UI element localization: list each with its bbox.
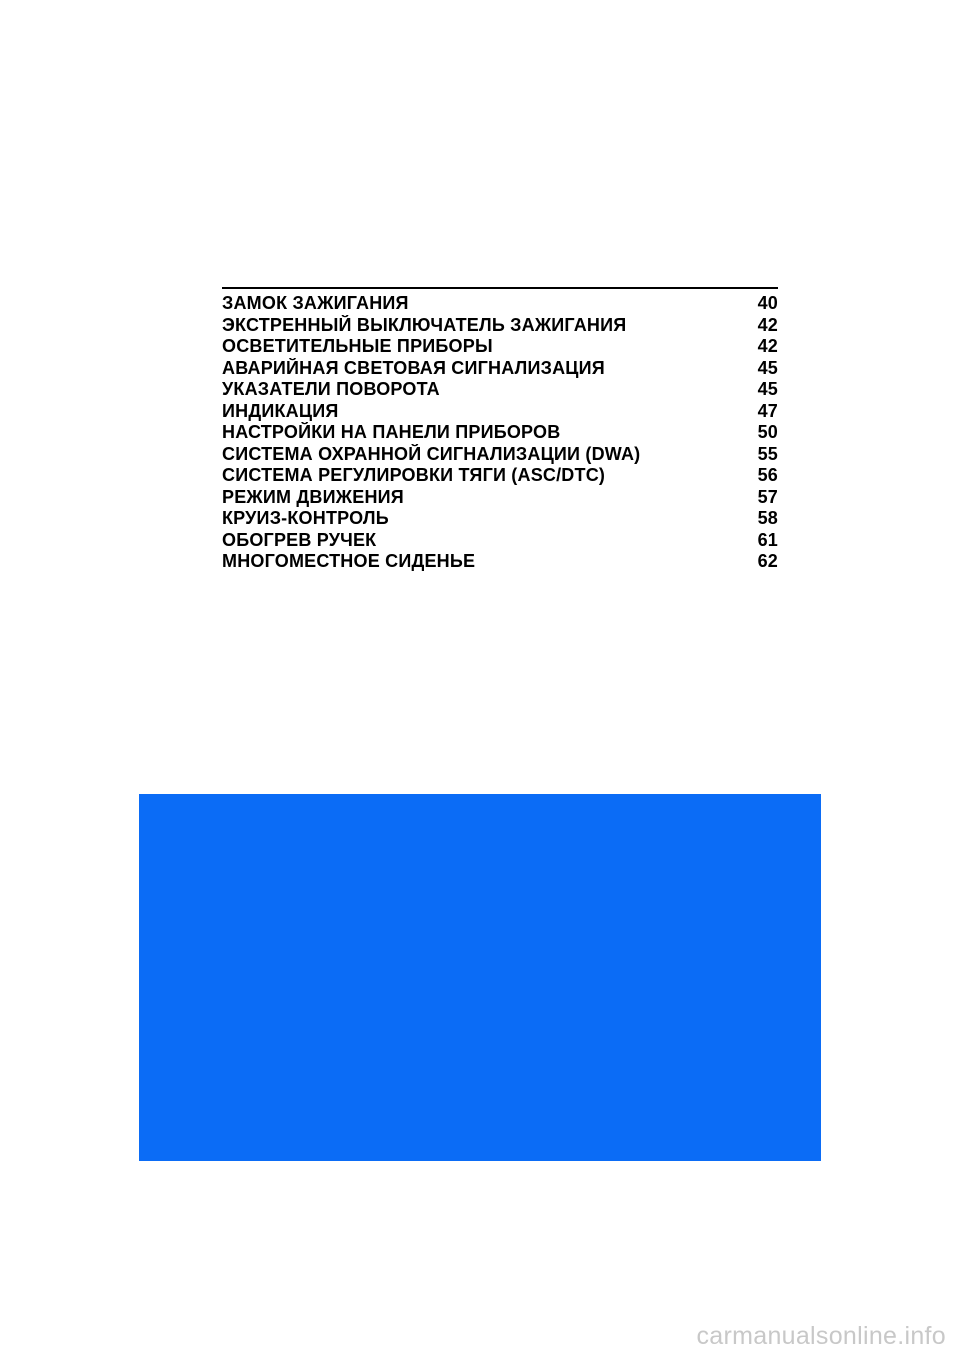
toc-entry-title: НАСТРОЙКИ НА ПАНЕЛИ ПРИБОРОВ xyxy=(222,422,561,442)
toc-entry[interactable] xyxy=(222,401,778,423)
toc-entry-page: 56 xyxy=(757,465,778,485)
toc-entry[interactable] xyxy=(222,551,778,573)
toc-entry-page: 55 xyxy=(757,443,778,464)
toc-entry-title: РЕЖИМ ДВИЖЕНИЯ xyxy=(222,486,404,507)
toc-entry-title: ЗАМОК ЗАЖИГАНИЯ xyxy=(222,293,409,313)
toc-entry[interactable] xyxy=(222,336,778,358)
toc-entry-title: СИСТЕМА РЕГУЛИРОВКИ ТЯГИ (ASC/DTC) xyxy=(222,465,606,485)
toc-entry-page: 62 xyxy=(757,551,778,571)
toc-entry[interactable] xyxy=(222,444,778,466)
blue-image-panel xyxy=(139,794,821,1161)
toc-entry-page: 47 xyxy=(757,400,778,421)
toc-entry[interactable] xyxy=(222,315,778,337)
toc-entry[interactable] xyxy=(222,508,778,530)
toc-entry[interactable] xyxy=(222,293,778,315)
toc-entry[interactable] xyxy=(222,465,778,487)
toc-entry[interactable] xyxy=(222,530,778,552)
toc-entry-page: 45 xyxy=(757,357,778,378)
toc-entry-title: СИСТЕМА ОХРАННОЙ СИГНАЛИЗАЦИИ (DWA) xyxy=(222,443,641,464)
toc-entry[interactable] xyxy=(222,422,778,444)
toc-entry-title: КРУИЗ-КОНТРОЛЬ xyxy=(222,508,389,528)
toc-entry-title: ОСВЕТИТЕЛЬНЫЕ ПРИБОРЫ xyxy=(222,336,493,356)
toc-entry-title: ЭКСТРЕННЫЙ ВЫКЛЮЧАТЕЛЬ ЗАЖИГАНИЯ xyxy=(222,314,627,335)
toc-entry-page: 61 xyxy=(757,529,778,550)
toc-entry[interactable] xyxy=(222,487,778,509)
toc-entry-title: ОБОГРЕВ РУЧЕК xyxy=(222,529,377,550)
toc-entry[interactable] xyxy=(222,379,778,401)
toc-entry-page: 58 xyxy=(757,508,778,528)
toc-entry-page: 40 xyxy=(757,293,778,313)
toc-entry-page: 45 xyxy=(757,379,778,399)
toc-entry-title: УКАЗАТЕЛИ ПОВОРОТА xyxy=(222,379,440,399)
toc-entry-title: ИНДИКАЦИЯ xyxy=(222,400,339,421)
watermark-text: carmanualsonline.info xyxy=(696,1322,946,1350)
toc-entry[interactable] xyxy=(222,358,778,380)
table-of-contents xyxy=(222,287,778,573)
toc-entry-page: 57 xyxy=(757,486,778,507)
toc-entry-title: АВАРИЙНАЯ СВЕТОВАЯ СИГНАЛИЗАЦИЯ xyxy=(222,357,605,378)
toc-entry-title: МНОГОМЕСТНОЕ СИДЕНЬЕ xyxy=(222,551,476,571)
toc-entry-page: 50 xyxy=(757,422,778,442)
toc-entry-page: 42 xyxy=(757,336,778,356)
toc-entry-page: 42 xyxy=(757,314,778,335)
